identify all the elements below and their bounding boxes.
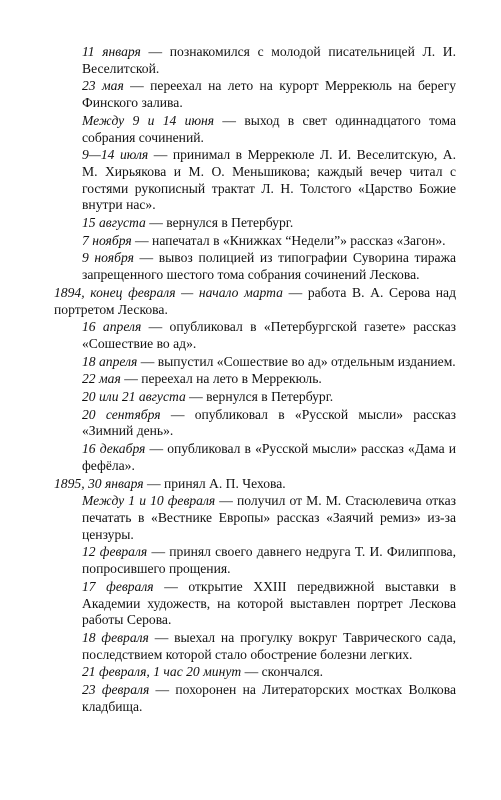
- entry-text: — похоронен на Литераторских мостках Волкова кладбища.: [82, 682, 456, 714]
- entry-date: 9—14 июля: [82, 147, 149, 163]
- entry-text: — познакомился с молодой писательницей Л. И. Веселитской.: [82, 44, 456, 76]
- chronology-entry: [54, 441, 456, 474]
- chronology-entry: [54, 630, 456, 663]
- chronology-entry: [54, 78, 456, 111]
- entry-text: — опубликовал в «Русской мысли» рассказ «Дама и фефёла».: [82, 441, 456, 473]
- entry-text: — выехал на прогулку вокруг Таврического сада, последствием которой стало обострение болезни легких.: [82, 629, 456, 662]
- entry-date: Между 9 и 14 июня: [82, 112, 215, 128]
- entry-text: — получил от М. М. Стасюлевича отказ печатать в «Вестнике Европы» рассказ «Заячий ремиз» из-за цензуры.: [82, 493, 456, 542]
- chronology-entry: [54, 215, 456, 232]
- chronology-entry: [54, 44, 456, 77]
- entry-text: — открытие XXIII передвижной выставки в Академии художеств, на которой выставлен портрет Лескова работы Серова.: [82, 578, 456, 628]
- entry-date: 12 февраля: [82, 544, 148, 560]
- entry-date: 16 декабря: [82, 441, 146, 457]
- chronology-entry: [54, 354, 456, 371]
- entry-text: — опубликовал в «Петербургской газете» рассказ «Сошествие во ад».: [82, 319, 456, 351]
- chronology-entry: [54, 147, 456, 214]
- chronology-year-entry: [54, 285, 456, 318]
- chronology-entry: [54, 319, 456, 352]
- entry-text: — выход в свет одиннадцатого тома собрания сочинений.: [82, 112, 457, 145]
- entry-text: — выпустил «Сошествие во ад» отдельным изданием.: [137, 353, 456, 369]
- chronology-entry: [54, 250, 456, 283]
- entry-date: 23 февраля: [82, 682, 150, 698]
- entry-date: 23 мая: [82, 78, 124, 94]
- entry-text: — переехал на лето на курорт Меррекюль на берегу Финского залива.: [82, 78, 456, 111]
- entry-date: 20 сентября: [82, 406, 161, 422]
- chronology-entry: [54, 493, 456, 543]
- entry-text: — опубликовал в «Русской мысли» рассказ «Зимний день».: [82, 406, 456, 439]
- entry-date: 20 или 21 августа: [82, 389, 186, 405]
- chronology-entry: [54, 371, 456, 388]
- entry-text: — вернулся в Петербург.: [185, 389, 334, 405]
- entry-date: 9 ноября: [82, 250, 134, 266]
- entry-date: 7 ноября: [82, 232, 132, 248]
- chronology-entry: [54, 389, 456, 406]
- entry-text: — принял А. П. Чехова.: [143, 475, 286, 491]
- chronology-page: [54, 44, 456, 715]
- entry-date: 11 января: [82, 44, 141, 59]
- entry-text: — вывоз полицией из типографии Суворина тиража запрещенного шестого тома собрания сочинений Лескова.: [82, 250, 456, 283]
- entry-date: 18 апреля: [82, 353, 138, 369]
- entry-text: — вернулся в Петербург.: [145, 215, 294, 231]
- chronology-entry: [54, 113, 456, 146]
- entry-date: 1894, конец февраля — начало марта: [54, 284, 283, 300]
- entry-date: 1895, 30 января: [54, 475, 144, 491]
- chronology-entry: [54, 544, 456, 577]
- entry-date: 21 февраля, 1 час 20 минут: [82, 664, 242, 680]
- chronology-entry: [54, 682, 456, 715]
- entry-text: — принимал в Меррекюле Л. И. Веселитскую, А. М. Хирьякова и М. О. Меньшикова; каждый вечер читал с гостями рукописный трактат Л. Н. Толстого «Царство Божие внутри нас».: [82, 147, 457, 213]
- entry-date: 17 февраля: [82, 578, 154, 594]
- chronology-entry: [54, 579, 456, 629]
- chronology-entry: [54, 407, 456, 440]
- entry-date: 15 августа: [82, 215, 146, 231]
- entry-text: — скончался.: [241, 664, 324, 680]
- entry-date: Между 1 и 10 февраля: [82, 493, 216, 509]
- entry-text: — переехал на лето в Меррекюль.: [120, 371, 322, 387]
- entry-date: 22 мая: [82, 371, 121, 387]
- chronology-entry: [54, 664, 456, 681]
- entry-text: — работа В. А. Серова над портретом Лескова.: [54, 284, 456, 317]
- entry-text: — принял своего давнего недруга Т. И. Филиппова, попросившего прощения.: [82, 544, 456, 577]
- entry-date: 18 февраля: [82, 629, 149, 645]
- chronology-year-entry: [54, 476, 456, 493]
- chronology-entry: [54, 233, 456, 250]
- entry-text: — напечатал в «Книжках “Недели”» рассказ «Загон».: [131, 232, 446, 248]
- entry-date: 16 апреля: [82, 319, 142, 335]
